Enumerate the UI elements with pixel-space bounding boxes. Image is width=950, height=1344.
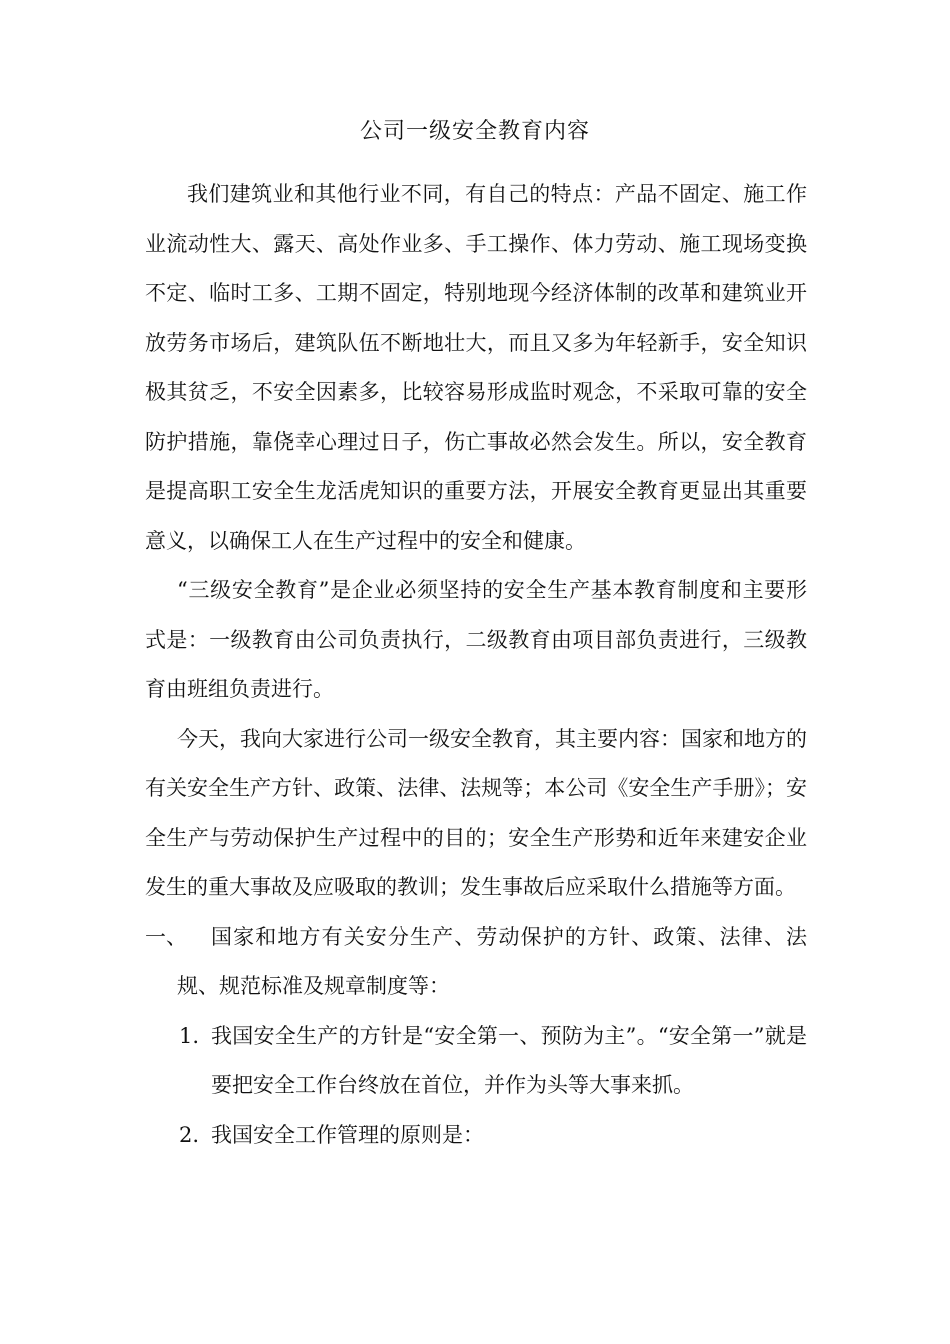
section-heading-text: 国家和地方有关安分生产、劳动保护的方针、政策、法律、法规、规范标准及规章制度等： <box>177 924 807 998</box>
three-level-paragraph: “三级安全教育”是企业必须坚持的安全生产基本教育制度和主要形式是：一级教育由公司负责执行，二级教育由项目部负责进行，三级教育由班组负责进行。 <box>145 578 807 701</box>
today-paragraph: 今天，我向大家进行公司一级安全教育，其主要内容：国家和地方的有关安全生产方针、政策、法律、法规等；本公司《安全生产手册》；安全生产与劳动保护生产过程中的目的；安全生产形势和近年来建安企业发生的重大事故及应吸取的教训；发生事故后应采取什么措施等方面。 <box>145 726 807 899</box>
section-marker: 一、 <box>145 924 187 949</box>
list-item-2 <box>145 1111 807 1161</box>
document-body <box>145 170 807 1160</box>
list-item-number: 1. <box>179 1023 200 1048</box>
list-item-text: 我国安全生产的方针是“安全第一、预防为主”。“安全第一”就是要把安全工作台终放在首位，并作为头等大事来抓。 <box>211 1023 807 1097</box>
list-item-1 <box>145 1012 807 1111</box>
list-item-text: 我国安全工作管理的原则是： <box>211 1122 484 1147</box>
document-title: 公司一级安全教育内容 <box>359 119 590 144</box>
intro-paragraph: 我们建筑业和其他行业不同，有自己的特点：产品不固定、施工作业流动性大、露天、高处作业多、手工操作、体力劳动、施工现场变换不定、临时工多、工期不固定，特别地现今经济体制的改革和建筑业开放劳务市场后，建筑队伍不断地壮大，而且又多为年轻新手，安全知识极其贫乏，不安全因素多，比较容易形成监时观念，不采取可靠的安全防护措施，靠侥幸心理过日子，伤亡事故必然会发生。所以，安全教育是提高职工安全生龙活虎知识的重要方法，开展安全教育更显出其重要意义，以确保工人在生产过程中的安全和健康。 <box>145 182 807 553</box>
list-item-number: 2. <box>179 1122 200 1147</box>
section-heading-1 <box>145 913 807 1012</box>
